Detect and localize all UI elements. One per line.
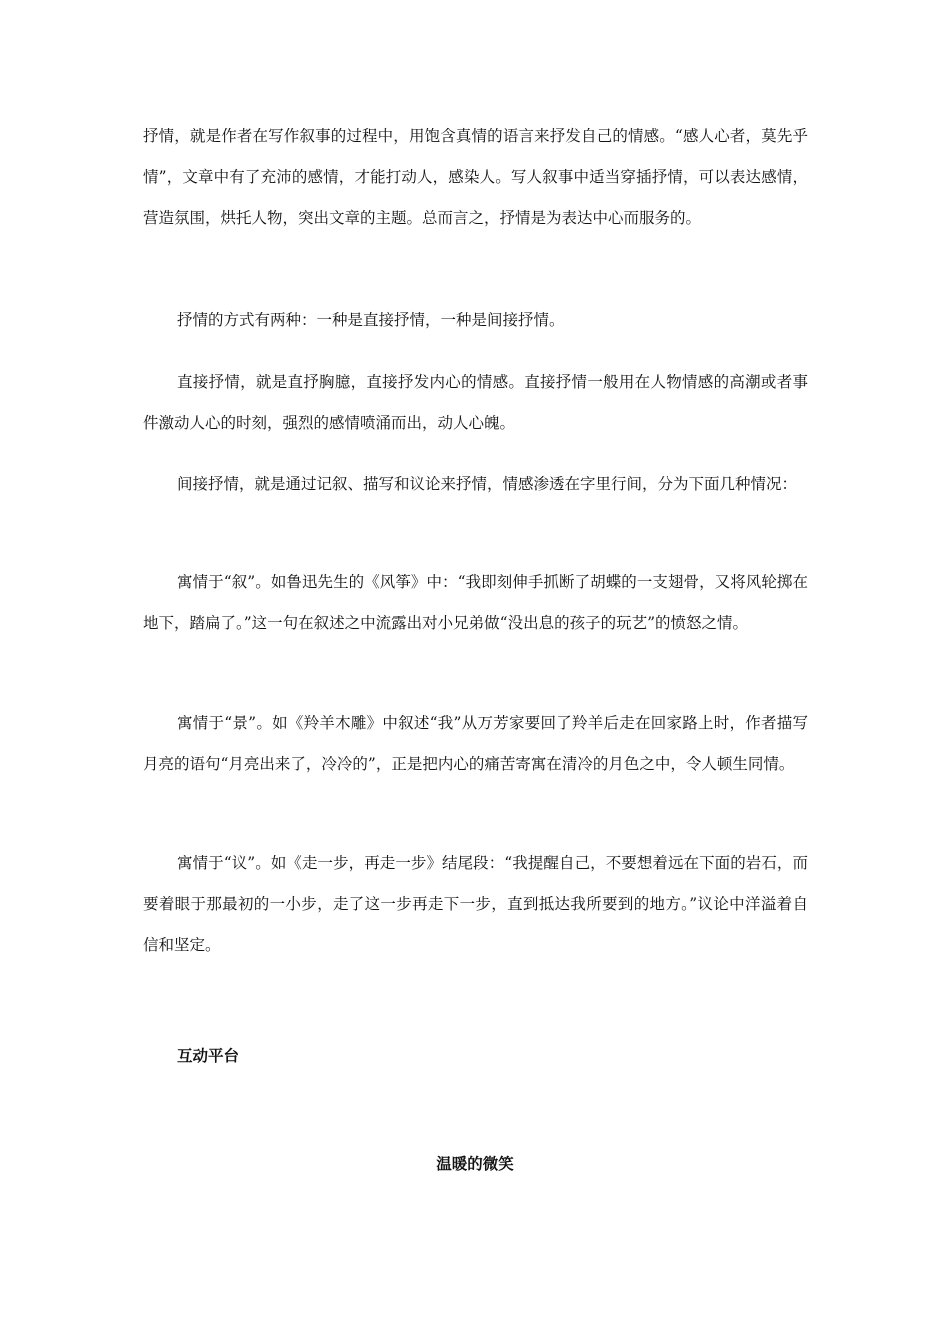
- paragraph-lyricism-methods: 抒情的方式有两种：一种是直接抒情，一种是间接抒情。: [177, 311, 565, 329]
- paragraph-lyricism-definition: 抒情，就是作者在写作叙事的过程中，用饱含真情的语言来抒发自己的情感。“感人心者，莫先乎情”，文章中有了充沛的感情，才能打动人，感染人。写人叙事中适当穿插抒情，可以表达感情，营造氛围，烘托人物，突出文章的主题。总而言之，抒情是为表达中心而服务的。: [143, 127, 808, 227]
- section-heading: 互动平台: [177, 1047, 240, 1065]
- paragraph-emotion-in-narration: 寓情于“叙”。如鲁迅先生的《风筝》中：“我即刻伸手抓断了胡蝶的一支翅骨，又将风轮掷在地下，踏扁了。”这一句在叙述之中流露出对小兄弟做“没出息的孩子的玩艺”的愤怒之情。: [143, 573, 808, 632]
- paragraph-emotion-in-argument: 寓情于“议”。如《走一步，再走一步》结尾段：“我提醒自己，不要想着远在下面的岩石，而要着眼于那最初的一小步，走了这一步再走下一步，直到抵达我所要到的地方。”议论中洋溢着自信和坚定。: [143, 854, 808, 954]
- story-title: 温暖的微笑: [436, 1154, 514, 1173]
- paragraph-emotion-in-scenery: 寓情于“景”。如《羚羊木雕》中叙述“我”从万芳家要回了羚羊后走在回家路上时，作者描写月亮的语句“月亮出来了，冷冷的”，正是把内心的痛苦寄寓在清冷的月色之中，令人顿生同情。: [143, 714, 808, 773]
- paragraph-direct-lyricism: 直接抒情，就是直抒胸臆，直接抒发内心的情感。直接抒情一般用在人物情感的高潮或者事件激动人心的时刻，强烈的感情喷涌而出，动人心魄。: [143, 373, 808, 432]
- paragraph-indirect-lyricism: 间接抒情，就是通过记叙、描写和议论来抒情，情感渗透在字里行间，分为下面几种情况：: [177, 475, 798, 493]
